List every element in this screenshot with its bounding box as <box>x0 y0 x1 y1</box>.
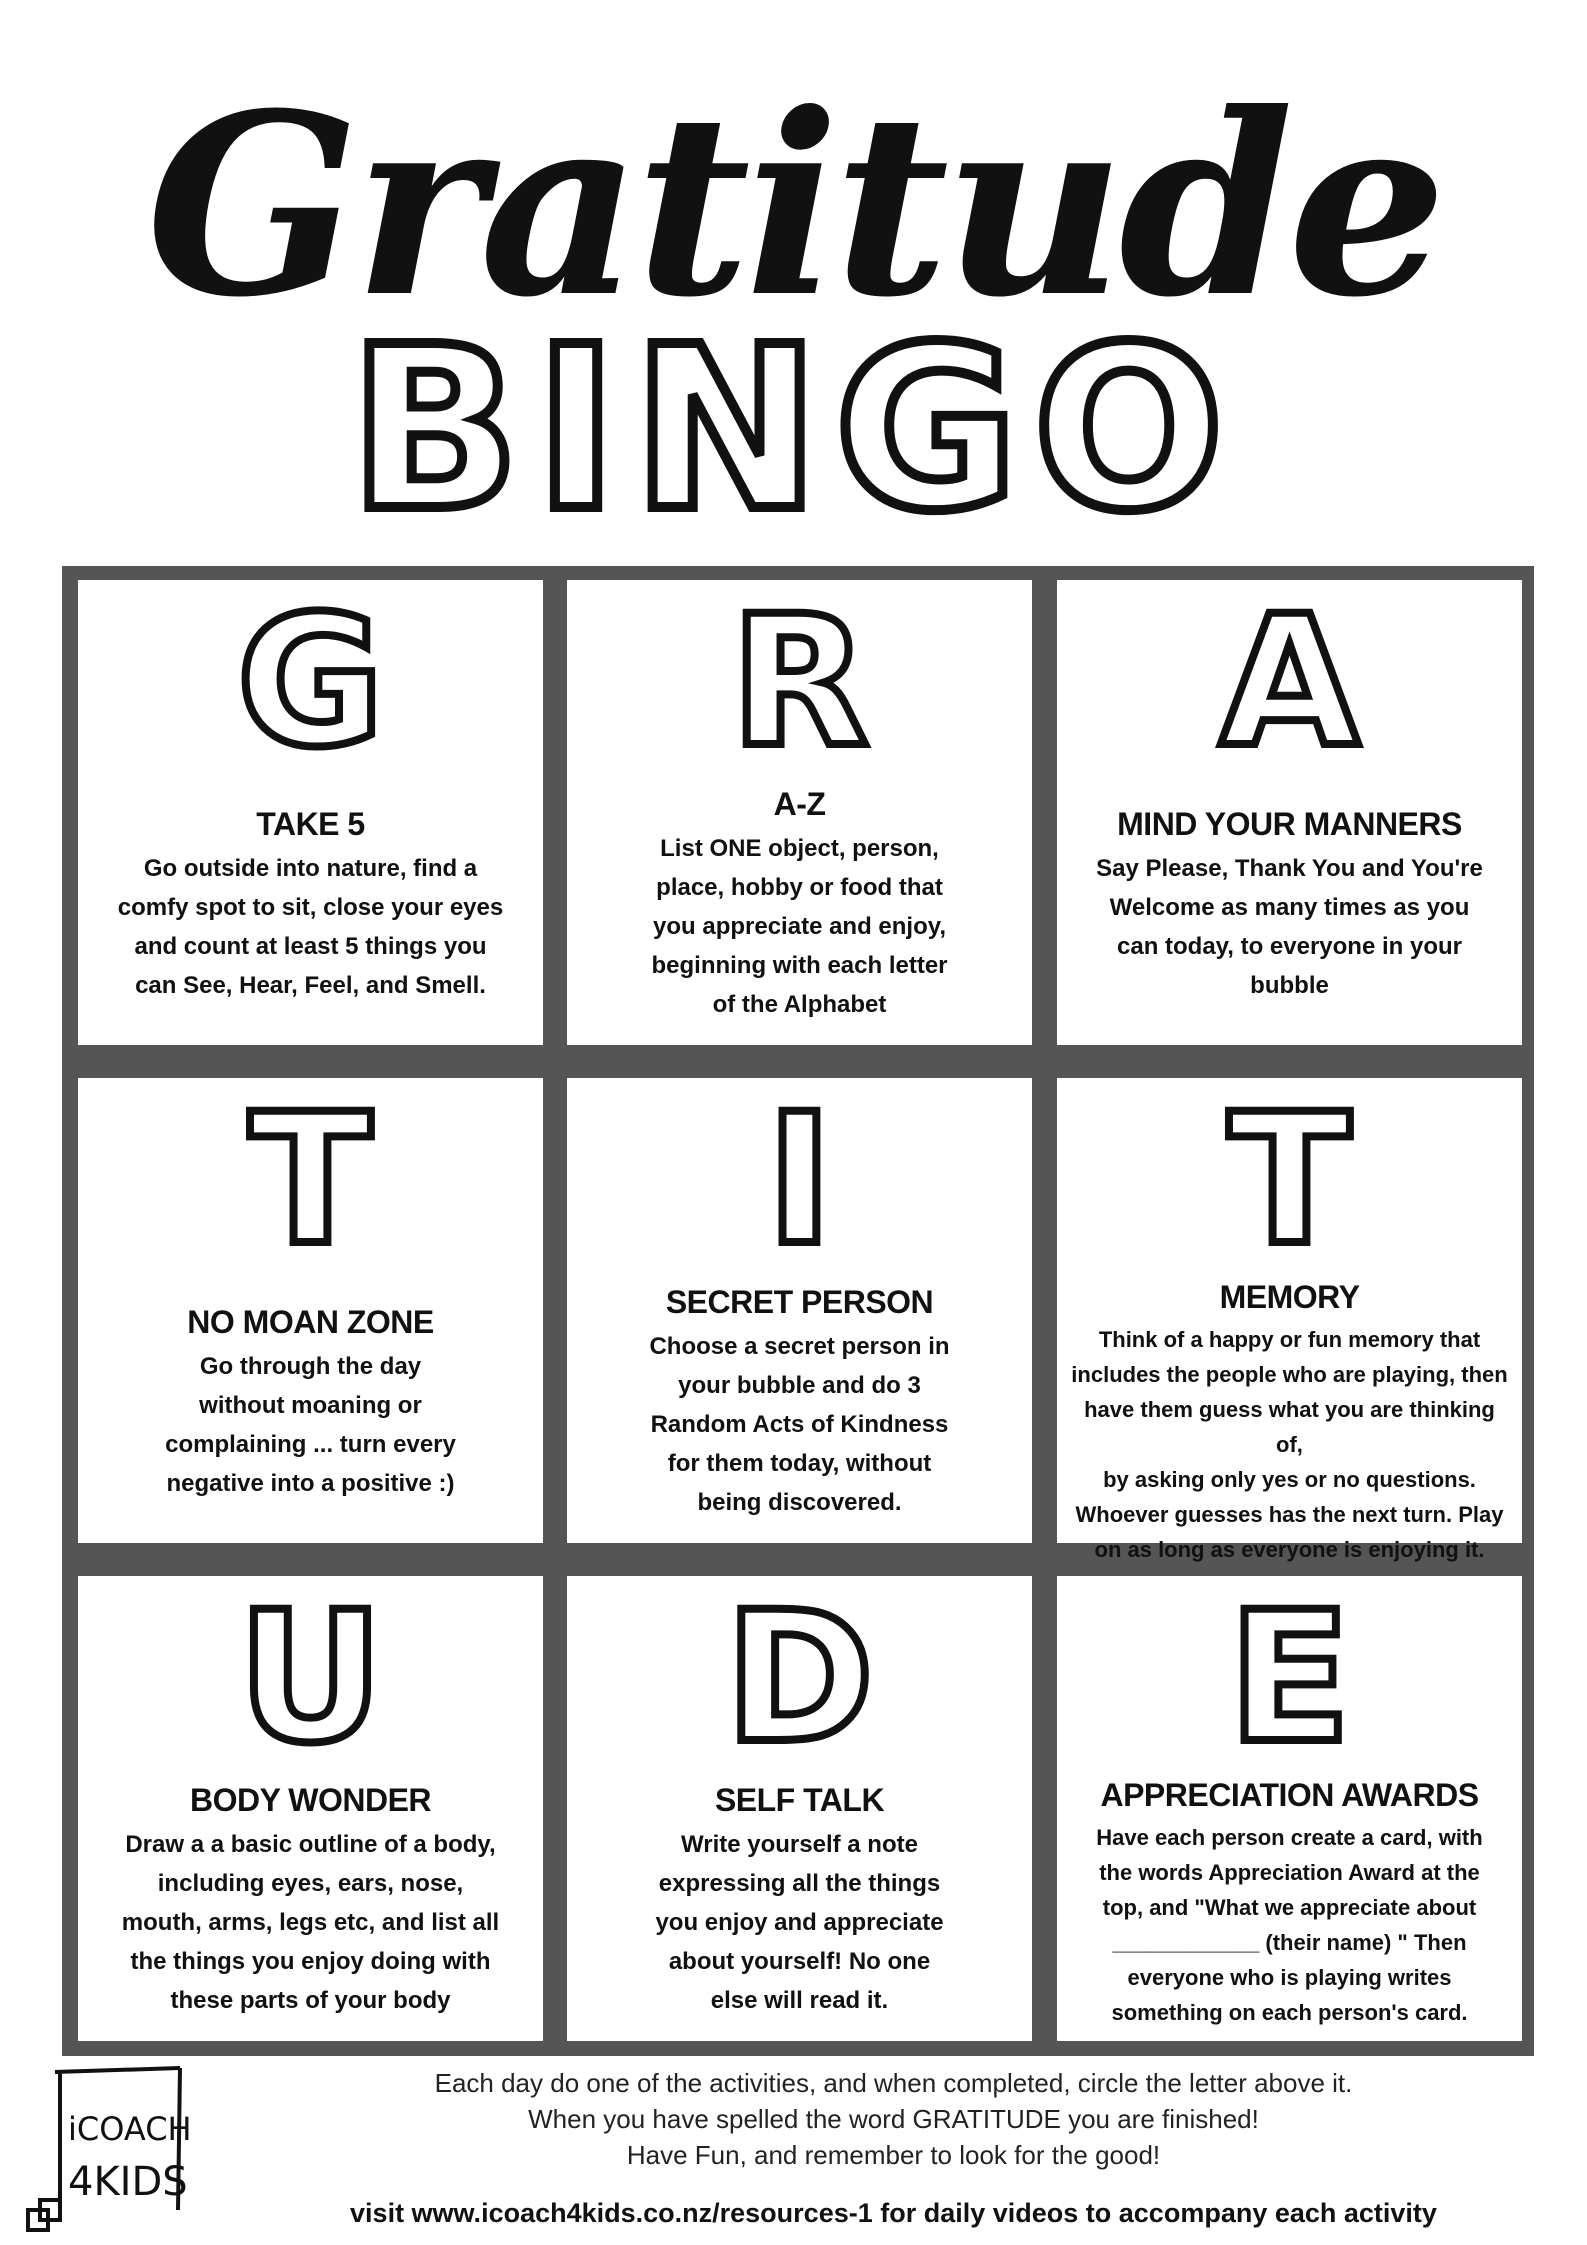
cell-letter: T <box>249 1076 372 1285</box>
cell-text: Go through the day without moaning or complaining ... turn every negative into a positive :) <box>165 1352 456 1497</box>
cell-letter: T <box>1228 1076 1351 1285</box>
cell-text: Say Please, Thank You and You're Welcome as many times as you can today, to everyone in your bubble <box>1096 854 1483 999</box>
cell-text: Go outside into nature, find a comfy spot to sit, close your eyes and count at least 5 things you can See, Hear, Feel, and Smell. <box>117 854 504 999</box>
cell-text: Draw a a basic outline of a body, including eyes, ears, nose, mouth, arms, legs etc, and list all the things you enjoy doing with these parts of your body <box>121 1831 500 2014</box>
bingo-cell-body-wonder <box>78 1576 543 2041</box>
cell-text: List ONE object, person, place, hobby or food that you appreciate and enjoy, beginning with each letter of the Alphabet <box>651 835 948 1018</box>
cell-title: APPRECIATION AWARDS <box>1100 1777 1479 1813</box>
bingo-cell-no-moan-zone <box>78 1078 543 1543</box>
cell-text: Have each person create a card, with the words Appreciation Award at the top, and "What we appreciate about ____________ (their name) " Then everyone who is playing writes something on each person's card. <box>1096 1825 1483 2025</box>
footer-line: Have Fun, and remember to look for the good! <box>626 2140 1161 2170</box>
footer-url-line: visit www.icoach4kids.co.nz/resources-1 for daily videos to accompany each activity <box>350 2198 1437 2228</box>
bingo-grid <box>62 566 1534 2056</box>
bingo-cell-mind-your-manners <box>1057 580 1522 1045</box>
cell-letter: U <box>237 1574 384 1783</box>
cell-title: SECRET PERSON <box>665 1284 934 1320</box>
bingo-cell-secret-person <box>567 1078 1032 1543</box>
cell-letter: E <box>1228 1574 1351 1783</box>
bingo-cell-appreciation-awards <box>1057 1576 1522 2041</box>
logo-line2: 4KIDS <box>68 2159 188 2205</box>
cell-letter: R <box>730 578 869 787</box>
bingo-cell-self-talk <box>567 1576 1032 2041</box>
logo-line1: iCOACH <box>68 2110 192 2148</box>
title-script: Gratitude <box>146 58 1441 352</box>
cell-letter: G <box>236 578 385 787</box>
bingo-cell-take-5 <box>78 580 543 1045</box>
cell-title: A-Z <box>773 786 826 822</box>
cell-title: SELF TALK <box>714 1782 885 1818</box>
cell-title: MIND YOUR MANNERS <box>1117 805 1462 842</box>
footer-line: When you have spelled the word GRATITUDE you are finished! <box>528 2104 1259 2134</box>
bingo-cell-memory <box>1057 1076 1522 1562</box>
footer-line: Each day do one of the activities, and when completed, circle the letter above it. <box>434 2068 1353 2098</box>
cell-title: MEMORY <box>1219 1279 1360 1315</box>
cell-text: Think of a happy or fun memory that includes the people who are playing, then have them guess what you are thinking of, by asking only yes or no questions. Whoever guesses has the next turn. Play on as long as everyone is enjoying it. <box>1071 1327 1508 1562</box>
cell-title: TAKE 5 <box>256 805 365 842</box>
footer-instructions <box>200 2065 1587 2173</box>
cell-text: Write yourself a note expressing all the things you enjoy and appreciate about yourself! No one else will read it. <box>655 1831 944 2014</box>
icoach4kids-logo <box>20 2060 200 2240</box>
bingo-cell-a-z <box>567 580 1032 1045</box>
cell-title: BODY WONDER <box>189 1782 432 1818</box>
cell-text: Choose a secret person in your bubble and do 3 Random Acts of Kindness for them today, without being discovered. <box>649 1333 950 1516</box>
cell-title: NO MOAN ZONE <box>187 1303 434 1340</box>
cell-letter: A <box>1219 578 1360 787</box>
title-bingo: BINGO <box>348 299 1239 561</box>
cell-letter: I <box>766 1076 833 1285</box>
cell-letter: D <box>724 1574 875 1783</box>
